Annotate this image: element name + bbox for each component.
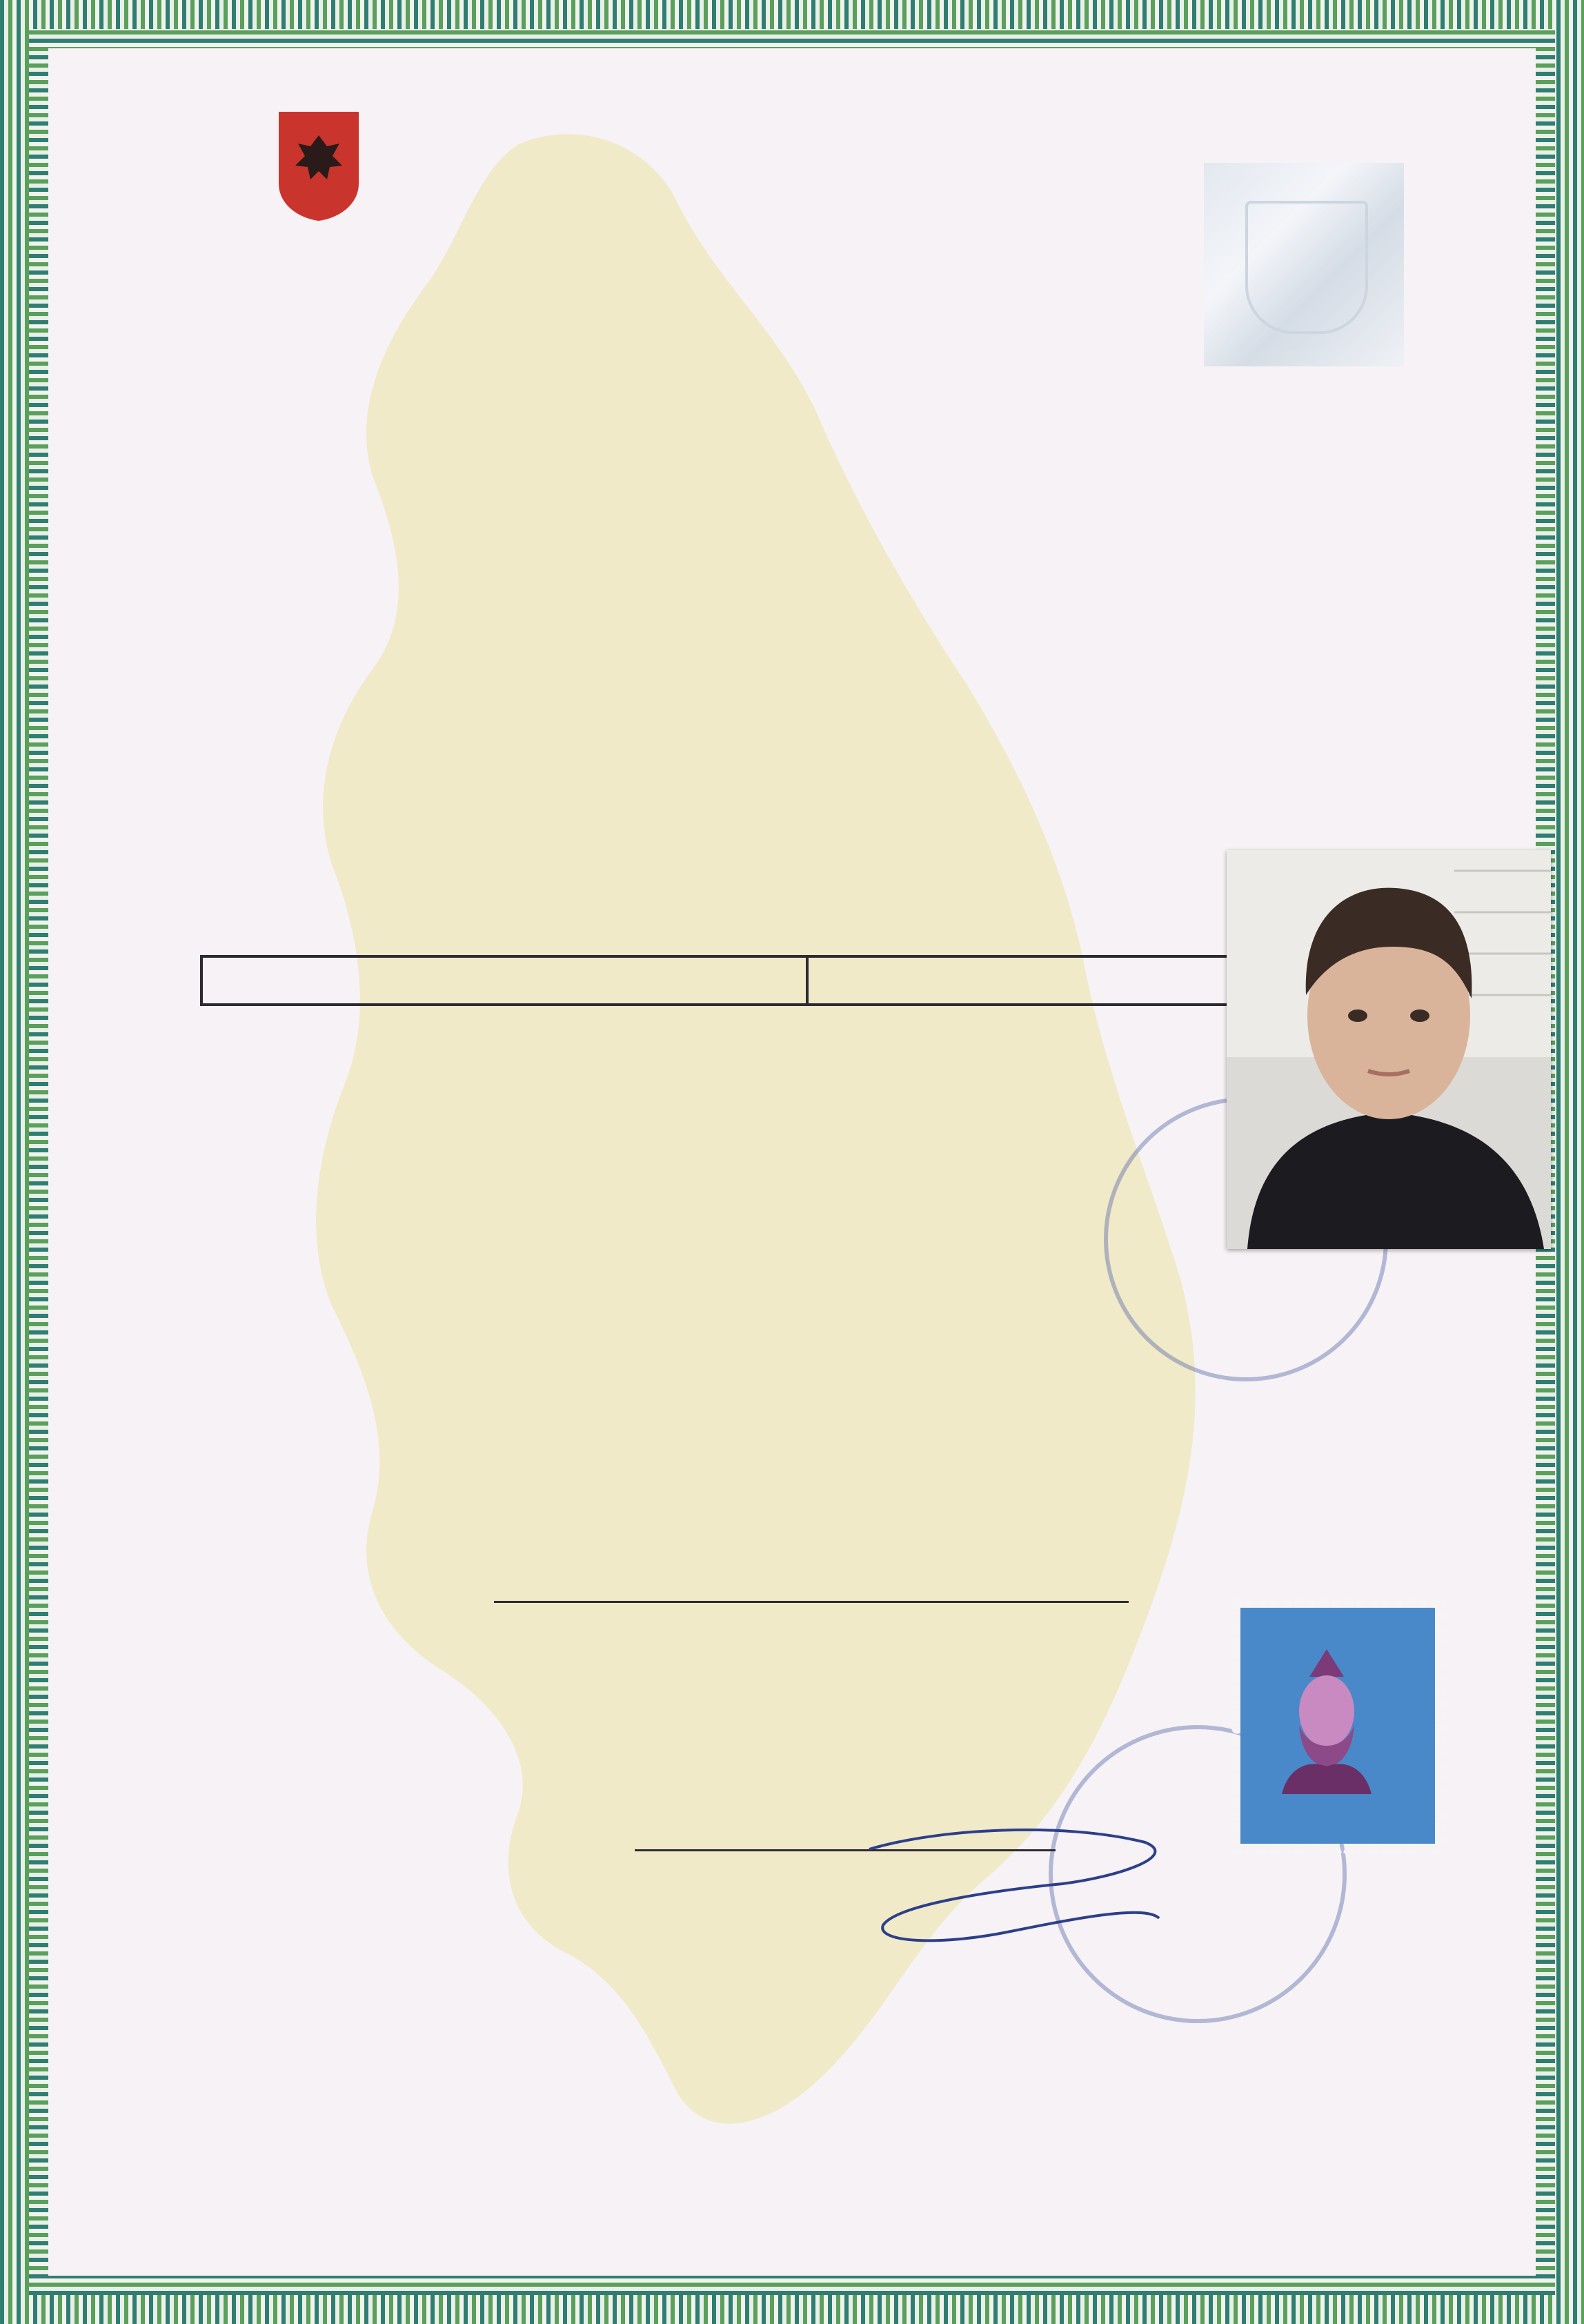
handwritten-signature	[855, 1822, 1173, 1960]
holder-photo	[1227, 850, 1551, 1249]
table-header-label	[201, 956, 807, 1005]
civil-registry-office-line	[123, 461, 143, 493]
tax-stamp	[1231, 1598, 1445, 1853]
skanderbeg-portrait-icon	[1282, 1649, 1372, 1794]
hologram-emblem-icon	[1245, 201, 1368, 334]
border-triangles-left	[25, 62, 44, 2263]
albania-flag-emblem	[273, 108, 364, 224]
purpose-underline	[494, 1601, 1129, 1603]
portrait-image	[1227, 850, 1551, 1249]
border-triangles-top	[62, 25, 1522, 44]
border-triangles-bottom	[62, 2274, 1522, 2294]
security-hologram	[1204, 163, 1404, 366]
tax-stamp-face	[1240, 1608, 1435, 1844]
